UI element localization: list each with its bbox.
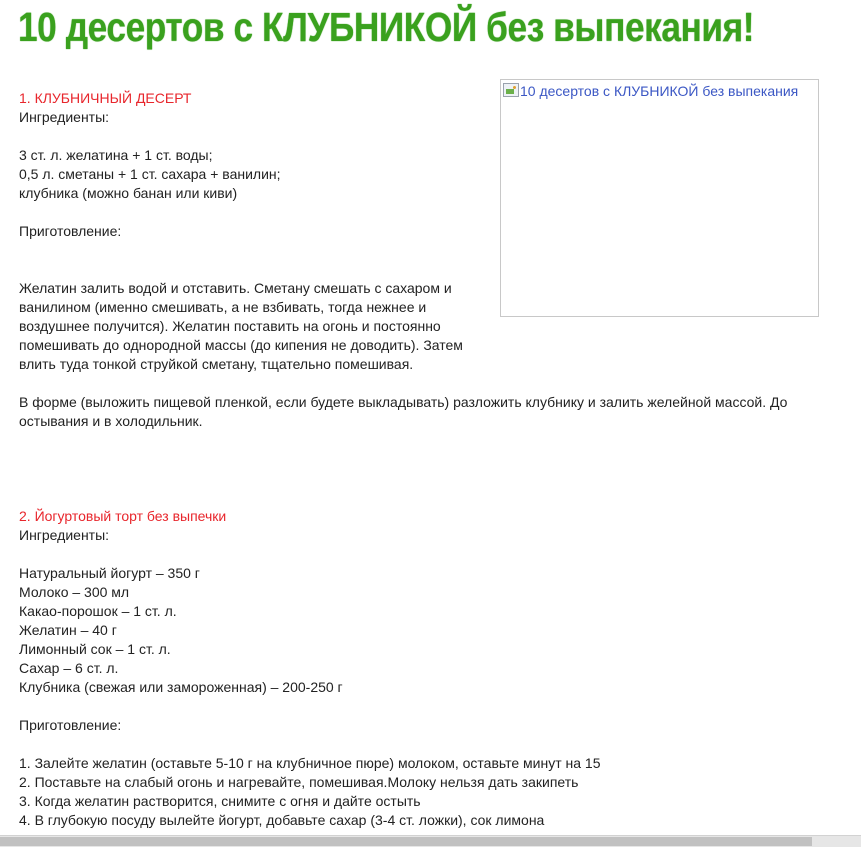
- spacer: [19, 735, 809, 754]
- spacer: [19, 260, 809, 279]
- horizontal-scrollbar[interactable]: [0, 835, 861, 847]
- image-alt-label: 10 десертов с КЛУБНИКОЙ без выпекания: [520, 83, 799, 99]
- recipe-2-ingredient: Лимонный сок – 1 ст. л.: [19, 641, 171, 657]
- recipe-1-heading: 1. КЛУБНИЧНЫЙ ДЕСЕРТ: [19, 90, 192, 106]
- recipe-1-paragraph-line: Желатин залить водой и отставить. Сметану смешать с сахаром и: [19, 280, 452, 296]
- spacer: [19, 545, 809, 564]
- recipe-2-ingredient: Молоко – 300 мл: [19, 584, 130, 600]
- recipe-2-ingredient: Желатин – 40 г: [19, 622, 117, 638]
- recipe-2-step: 1. Залейте желатин (оставьте 5-10 г на клубничное пюре) молоком, оставьте минут на 15: [19, 755, 601, 771]
- recipe-1-ingredients-label: Ингредиенты:: [19, 109, 110, 125]
- recipe-2-step: 3. Когда желатин растворится, снимите с огня и дайте остыть: [19, 793, 421, 809]
- article-body: [19, 89, 809, 830]
- recipe-2-ingredient: Клубника (свежая или замороженная) – 200-250 г: [19, 679, 343, 695]
- spacer: [19, 469, 809, 488]
- recipe-2-preparation-label: Приготовление:: [19, 717, 122, 733]
- spacer: [19, 450, 809, 469]
- recipe-2-ingredient: Какао-порошок – 1 ст. л.: [19, 603, 177, 619]
- recipe-1-paragraph-line: В форме (выложить пищевой пленкой, если будете выкладывать) разложить клубнику и залить желейной массой. До: [19, 394, 788, 410]
- spacer: [19, 374, 809, 393]
- recipe-1-preparation-label: Приготовление:: [19, 223, 122, 239]
- recipe-1-ingredient: 0,5 л. сметаны + 1 ст. сахара + ванилин;: [19, 166, 281, 182]
- recipe-1-paragraph-line: помешивать до однородной массы (до кипения не доводить). Затем: [19, 337, 463, 353]
- spacer: [19, 203, 809, 222]
- recipe-2-heading: 2. Йогуртовый торт без выпечки: [19, 508, 227, 524]
- recipe-1-ingredient: 3 ст. л. желатина + 1 ст. воды;: [19, 147, 213, 163]
- recipe-2-step: 2. Поставьте на слабый огонь и нагревайте, помешивая.Молоку нельзя дать закипеть: [19, 774, 579, 790]
- spacer: [19, 697, 809, 716]
- recipe-1-paragraph-line: ванилином (именно смешивать, а не взбивать, тогда нежнее и: [19, 299, 427, 315]
- recipe-1-paragraph-line: остывания и в холодильник.: [19, 413, 203, 429]
- recipe-2-ingredient: Сахар – 6 ст. л.: [19, 660, 119, 676]
- scrollbar-thumb[interactable]: [0, 837, 812, 846]
- recipe-2-step: 4. В глубокую посуду вылейте йогурт, добавьте сахар (3-4 ст. ложки), сок лимона: [19, 812, 545, 828]
- recipe-2-ingredient: Натуральный йогурт – 350 г: [19, 565, 200, 581]
- spacer: [19, 241, 809, 260]
- article-title: 10 десертов с КЛУБНИКОЙ без выпекания!: [18, 4, 755, 50]
- spacer: [19, 488, 809, 507]
- recipe-1-ingredient: клубника (можно банан или киви): [19, 185, 238, 201]
- spacer: [19, 127, 809, 146]
- recipe-2-ingredients-label: Ингредиенты:: [19, 527, 110, 543]
- recipe-1-paragraph-line: влить туда тонкой струйкой сметану, тщательно помешивая.: [19, 356, 414, 372]
- recipe-1-paragraph-line: воздушнее получится). Желатин поставить на огонь и постоянно: [19, 318, 441, 334]
- spacer: [19, 431, 809, 450]
